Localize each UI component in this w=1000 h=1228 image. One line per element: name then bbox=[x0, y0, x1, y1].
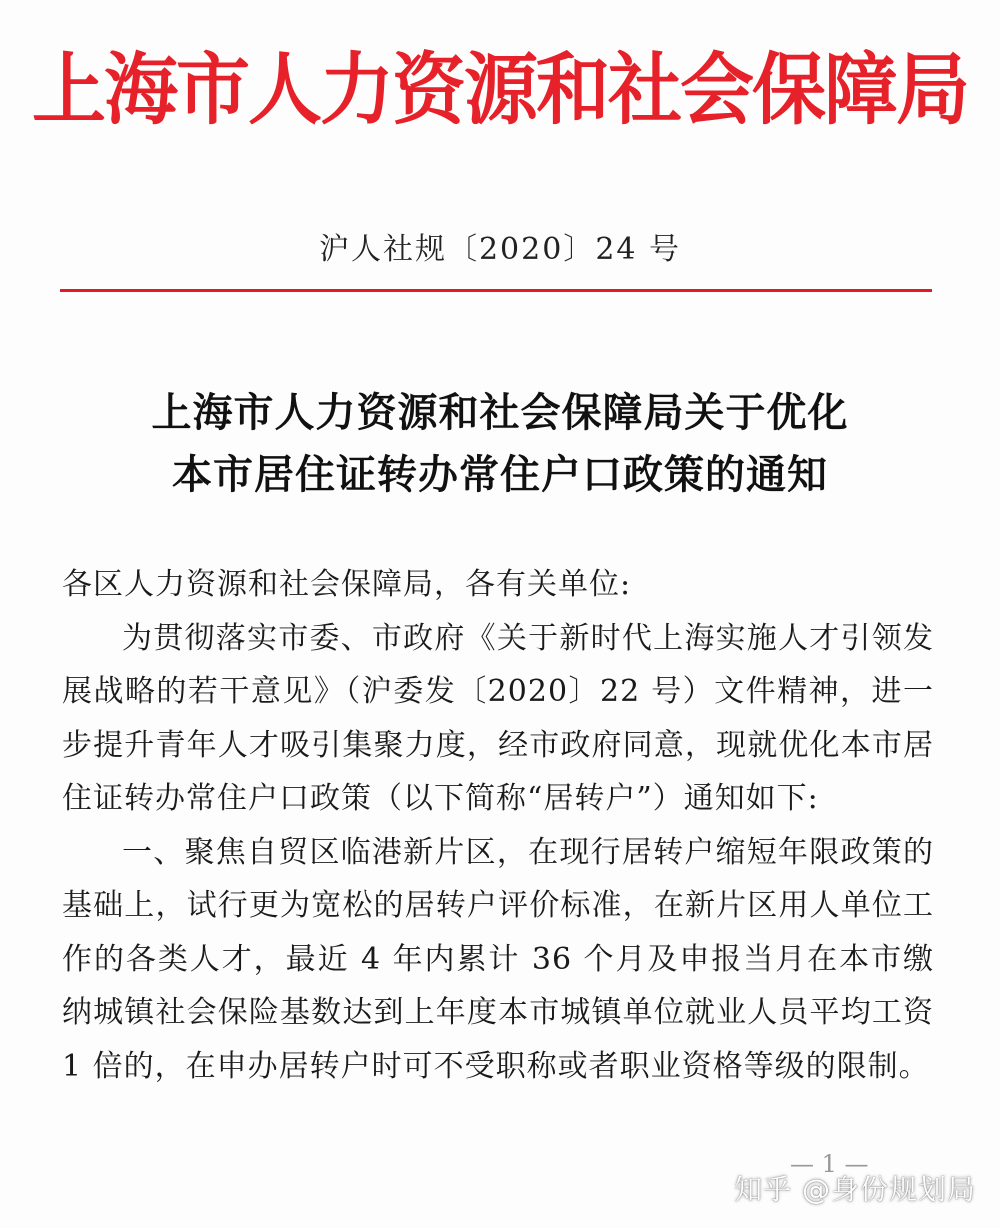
page-number: — 1 — bbox=[790, 1150, 869, 1178]
document-body bbox=[62, 558, 934, 1093]
document-number: 沪人社规〔2020〕24 号 bbox=[318, 232, 682, 267]
document-title bbox=[0, 382, 1000, 506]
paragraph-intro: 为贯彻落实市委、市政府《关于新时代上海实施人才引领发展战略的若干意见》（沪委发〔2020〕22 号）文件精神，进一步提升青年人才吸引集聚力度，经市政府同意，现就优化本市居住证转办常住户口政策（以下简称“居转户”）通知如下: bbox=[62, 620, 934, 816]
red-divider-line bbox=[60, 289, 932, 292]
issuing-authority-masthead: 上海市人力资源和社会保障局 bbox=[32, 44, 968, 136]
title-line-2: 本市居住证转办常住户口政策的通知 bbox=[172, 452, 828, 498]
source-watermark: 知乎 @身份规划局 bbox=[734, 1173, 976, 1206]
salutation: 各区人力资源和社会保障局，各有关单位: bbox=[62, 567, 632, 602]
paragraph-item-1: 一、聚焦自贸区临港新片区，在现行居转户缩短年限政策的基础上，试行更为宽松的居转户评价标准，在新片区用人单位工作的各类人才，最近 4 年内累计 36 个月及申报当月在本市缴纳城镇社会保险基数达到上年度本市城镇单位就业人员平均工资 1 倍的，在申办居转户时可不受职称或者职业资格等级的限制。 bbox=[62, 834, 934, 1084]
title-line-1: 上海市人力资源和社会保障局关于优化 bbox=[151, 390, 849, 436]
